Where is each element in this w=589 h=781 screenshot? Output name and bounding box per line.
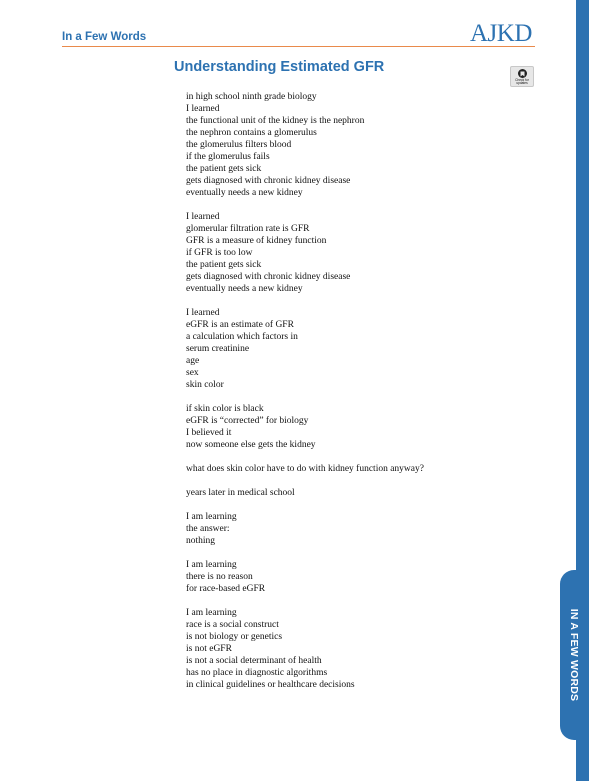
stanza bbox=[186, 511, 526, 547]
poem-line: I learned bbox=[186, 308, 220, 318]
poem-line: now someone else gets the kidney bbox=[186, 440, 316, 450]
poem-line: I believed it bbox=[186, 428, 232, 438]
article-title: Understanding Estimated GFR bbox=[174, 59, 385, 75]
poem-line: eGFR is an estimate of GFR bbox=[186, 320, 294, 330]
poem-line: age bbox=[186, 356, 200, 366]
side-tab-text-wrap bbox=[560, 570, 589, 740]
poem-line: is not eGFR bbox=[186, 644, 232, 654]
poem-line: the functional unit of the kidney is the nephron bbox=[186, 116, 365, 126]
poem-line: I am learning bbox=[186, 512, 237, 522]
poem-line: I learned bbox=[186, 212, 220, 222]
poem-line: in clinical guidelines or healthcare decisions bbox=[186, 680, 355, 690]
poem-line: years later in medical school bbox=[186, 488, 295, 498]
poem-line: glomerular filtration rate is GFR bbox=[186, 224, 310, 234]
poem-line: for race-based eGFR bbox=[186, 584, 266, 594]
poem-line: I am learning bbox=[186, 608, 237, 618]
poem-line: the patient gets sick bbox=[186, 164, 262, 174]
side-tab-label: IN A FEW WORDS bbox=[568, 608, 581, 702]
poem-body bbox=[186, 91, 526, 703]
badge-label: Check for updates bbox=[515, 77, 529, 85]
poem-line: eventually needs a new kidney bbox=[186, 188, 303, 198]
poem-line: the answer: bbox=[186, 524, 230, 534]
poem-line: the patient gets sick bbox=[186, 260, 262, 270]
poem-line: what does skin color have to do with kidney function anyway? bbox=[186, 464, 424, 474]
poem-line: eventually needs a new kidney bbox=[186, 284, 303, 294]
poem-line: sex bbox=[186, 368, 199, 378]
stanza bbox=[186, 607, 526, 691]
stanza bbox=[186, 559, 526, 595]
stanza bbox=[186, 91, 526, 199]
journal-logo: AJKD bbox=[470, 20, 532, 47]
poem-line: I learned bbox=[186, 104, 220, 114]
check-for-updates-badge[interactable] bbox=[510, 66, 534, 87]
poem-line: the nephron contains a glomerulus bbox=[186, 128, 317, 138]
poem-line: has no place in diagnostic algorithms bbox=[186, 668, 328, 678]
poem-line: GFR is a measure of kidney function bbox=[186, 236, 327, 246]
stanza bbox=[186, 307, 526, 391]
stanza bbox=[186, 463, 526, 475]
stanza bbox=[186, 403, 526, 451]
poem-line: gets diagnosed with chronic kidney disease bbox=[186, 176, 351, 186]
poem-line: is not a social determinant of health bbox=[186, 656, 322, 666]
section-label: In a Few Words bbox=[62, 31, 147, 43]
poem-line: the glomerulus filters blood bbox=[186, 140, 292, 150]
poem-line: there is no reason bbox=[186, 572, 253, 582]
poem-line: if the glomerulus fails bbox=[186, 152, 270, 162]
poem-line: race is a social construct bbox=[186, 620, 279, 630]
header-divider bbox=[62, 46, 535, 47]
bookmark-icon bbox=[518, 69, 527, 78]
poem-line: eGFR is “corrected” for biology bbox=[186, 416, 309, 426]
poem-line: serum creatinine bbox=[186, 344, 250, 354]
poem-line: a calculation which factors in bbox=[186, 332, 298, 342]
poem-line: if GFR is too low bbox=[186, 248, 253, 258]
stanza bbox=[186, 487, 526, 499]
poem-line: nothing bbox=[186, 536, 216, 546]
poem-line: is not biology or genetics bbox=[186, 632, 283, 642]
poem-line: gets diagnosed with chronic kidney disease bbox=[186, 272, 351, 282]
poem-line: if skin color is black bbox=[186, 404, 264, 414]
poem-line: in high school ninth grade biology bbox=[186, 92, 317, 102]
stanza bbox=[186, 211, 526, 295]
poem-line: skin color bbox=[186, 380, 224, 390]
poem-line: I am learning bbox=[186, 560, 237, 570]
